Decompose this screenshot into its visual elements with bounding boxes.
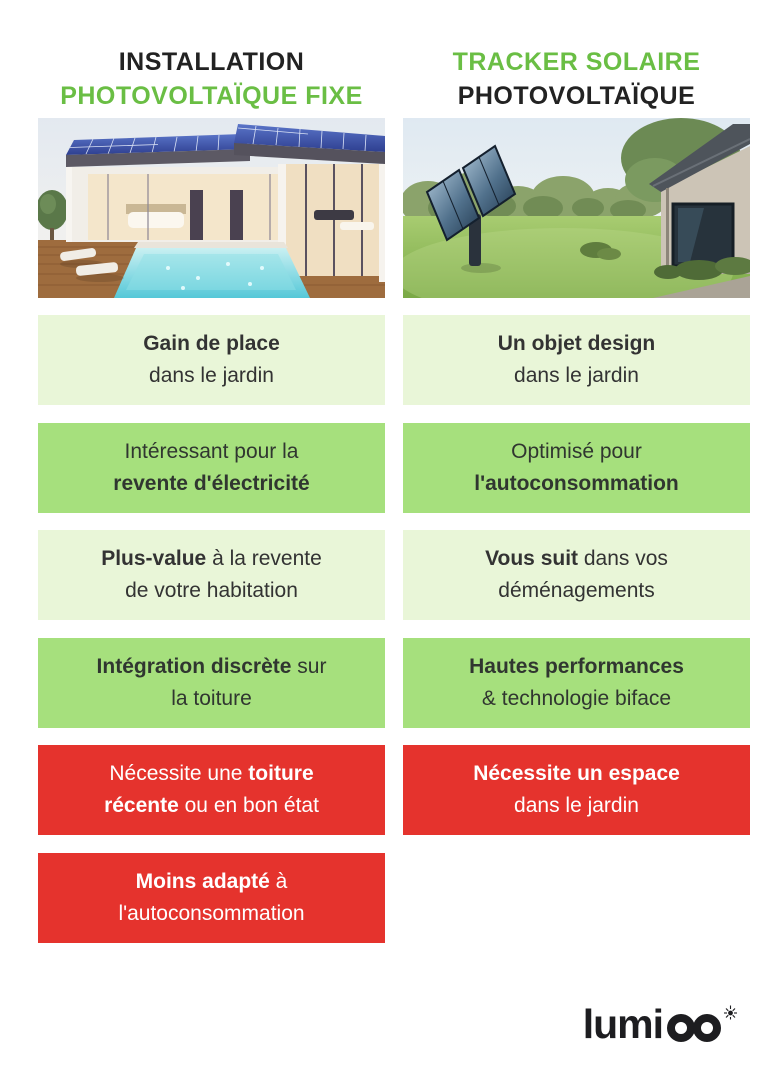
comparison-cell-red [38,853,385,943]
comparison-cell-light [403,315,750,405]
cell-text-line: Moins adapté à [135,869,288,893]
cell-text-line: Gain de place [143,332,280,355]
comparison-cell-green [403,423,750,513]
tracker-garden-illustration [403,118,750,298]
cell-text-line: récente ou en bon état [104,794,319,817]
comparison-cell-green [403,638,750,728]
comparison-cell-light [38,530,385,620]
comparison-cell-red [403,745,750,835]
comparison-cell-green [38,423,385,513]
cell-text-line: dans le jardin [514,364,639,387]
cell-text-line: dans le jardin [149,364,274,387]
cell-text-line: Vous suit dans vos [485,547,668,570]
comparison-cell-light [38,315,385,405]
cell-text-line: Nécessite une toiture [109,762,314,785]
cell-text-line: déménagements [498,579,655,602]
comparison-cell-red [38,745,385,835]
cell-text-line: Intéressant pour la [124,439,299,463]
title-line: TRACKER SOLAIRE [452,48,701,76]
cell-text-line: Un objet design [497,332,656,355]
cell-text-line: dans le jardin [514,794,639,817]
cell-text-line: de votre habitation [125,579,298,602]
cell-text-line: Hautes performances [469,654,684,678]
cell-text-line: Intégration discrète sur [96,654,327,678]
logo-infinity-oo-icon [665,1007,725,1043]
column-fixe-title [38,42,385,116]
cell-text-line: Optimisé pour [511,439,642,463]
logo-text: lumi [582,1001,663,1047]
title-line: INSTALLATION [118,48,305,76]
fixed-pv-house-illustration [38,118,385,298]
cell-text-line: revente d'électricité [113,471,310,495]
sun-icon [723,1005,738,1020]
column-fixe-cells [38,315,385,943]
column-tracker-solaire [403,42,750,943]
title-line: PHOTOVOLTAÏQUE FIXE [60,82,363,110]
cell-text-line: l'autoconsommation [474,471,679,495]
tracker-garden-photo [403,118,750,298]
fixed-pv-house-photo [38,118,385,298]
cell-text-line: & technologie biface [481,686,672,710]
column-tracker-title [403,42,750,116]
comparison-cell-light [403,530,750,620]
cell-text-line: l'autoconsommation [118,901,305,925]
cell-text-line: Nécessite un espace [473,762,680,785]
comparison-cell-green [38,638,385,728]
column-installation-fixe [38,42,385,943]
lumioo-logo [582,988,740,1047]
comparison-grid [38,42,750,943]
column-tracker-cells [403,315,750,835]
cell-text-line: la toiture [171,686,252,710]
cell-text-line: Plus-value à la revente [101,547,322,570]
title-line: PHOTOVOLTAÏQUE [457,82,696,110]
